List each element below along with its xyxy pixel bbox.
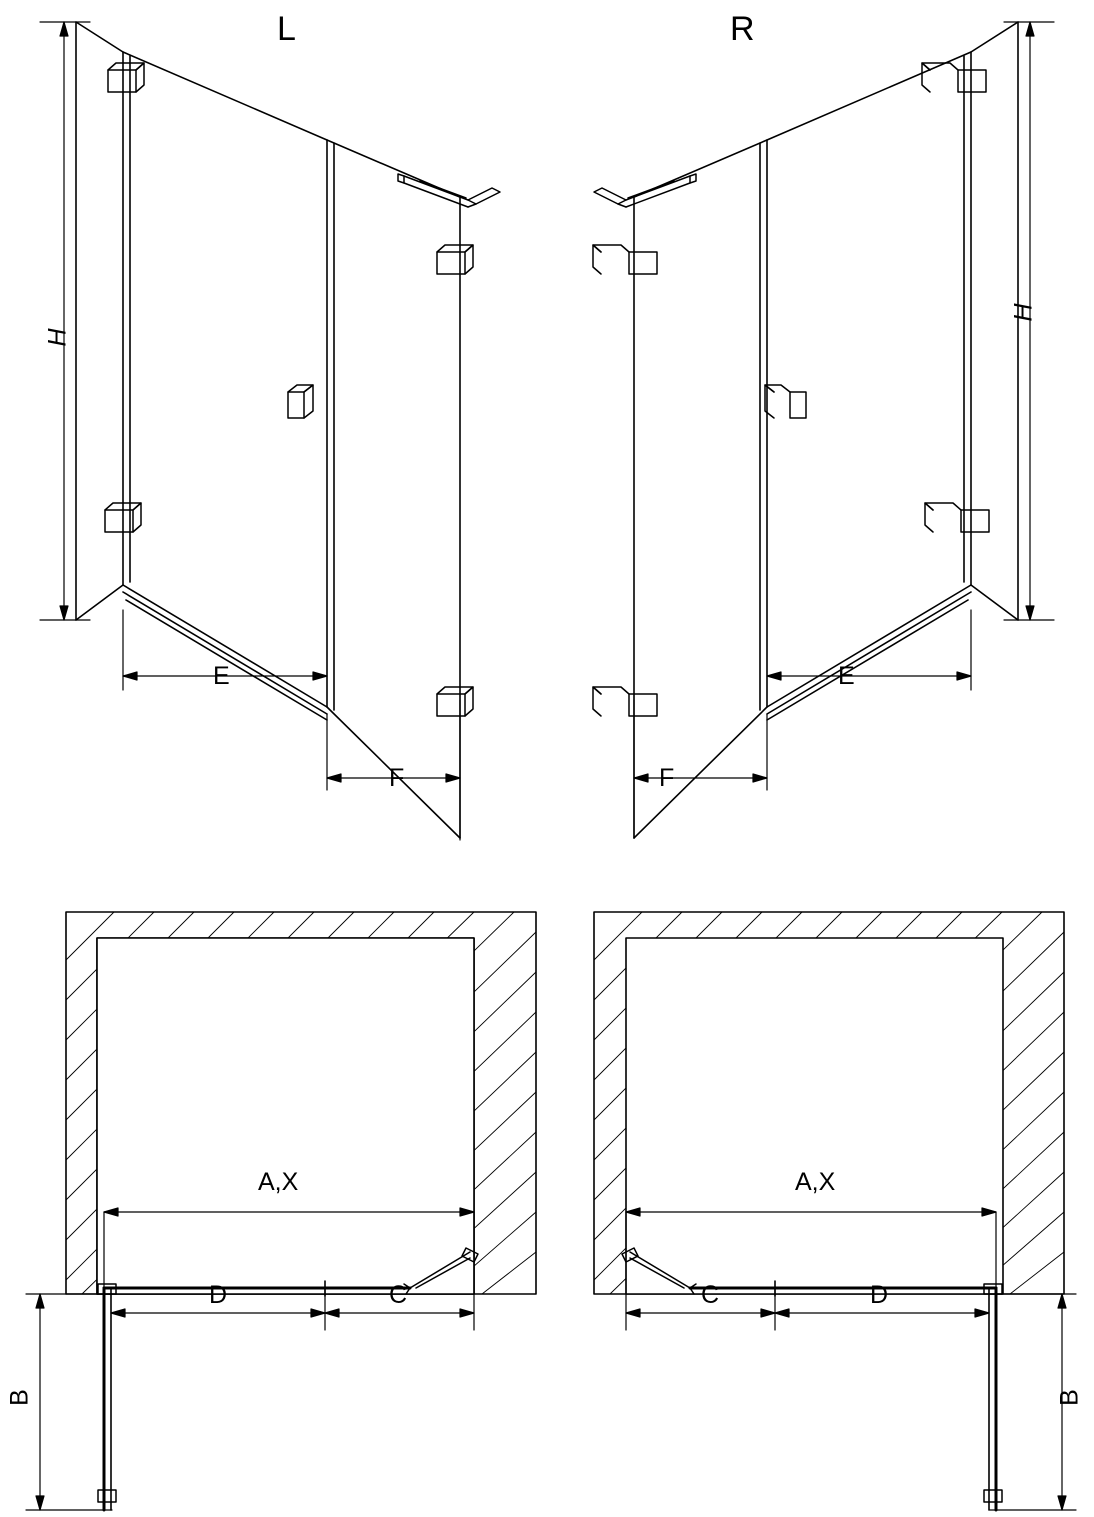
- left-elev-handle: [288, 385, 313, 418]
- left-elev-height-label: H: [43, 328, 72, 347]
- right-elev-door-width-label: F: [659, 764, 675, 792]
- left-plan-dim-B: [26, 1294, 112, 1510]
- left-elev-top-edge-fixed: [123, 52, 327, 140]
- right-plan-depth-label: B: [1055, 1389, 1084, 1406]
- right-plan-door-label: C: [701, 1281, 720, 1309]
- right-elev-height-label: H: [1009, 303, 1038, 322]
- left-elev-dim-EF: [123, 610, 460, 840]
- left-plan-depth-label: B: [5, 1389, 34, 1406]
- right-elev-door-hinges: [593, 245, 657, 716]
- left-elev-stabilizer-bar: [398, 174, 500, 207]
- right-elev-stabilizer-bar: [594, 174, 696, 207]
- right-elev-fixed-width-label: E: [838, 662, 855, 690]
- left-version-title: L: [277, 10, 296, 48]
- right-plan-bracket: [984, 1284, 1002, 1502]
- right-elev-handle: [765, 385, 806, 418]
- left-elev-fixed-width-label: E: [213, 662, 230, 690]
- left-elev-hinges: [105, 63, 144, 532]
- right-elev-hinges: [922, 63, 989, 532]
- right-plan-fixed-label: D: [870, 1281, 889, 1309]
- left-plan-fixed-label: D: [209, 1281, 228, 1309]
- right-version-title: R: [730, 10, 755, 48]
- left-plan-bracket: [98, 1284, 116, 1502]
- right-elev-dim-EF: [634, 610, 971, 838]
- right-elev-top-edge-fixed: [767, 52, 971, 140]
- right-plan-overall-label: A,X: [795, 1168, 836, 1196]
- left-plan-overall-label: A,X: [258, 1168, 299, 1196]
- right-elev-bottom-fixed: [767, 585, 971, 707]
- left-elev-door-hinges: [437, 245, 473, 716]
- left-elev-door-width-label: F: [389, 764, 405, 792]
- left-plan-door-label: C: [389, 1281, 408, 1309]
- right-elev-bottom-door: [634, 707, 767, 838]
